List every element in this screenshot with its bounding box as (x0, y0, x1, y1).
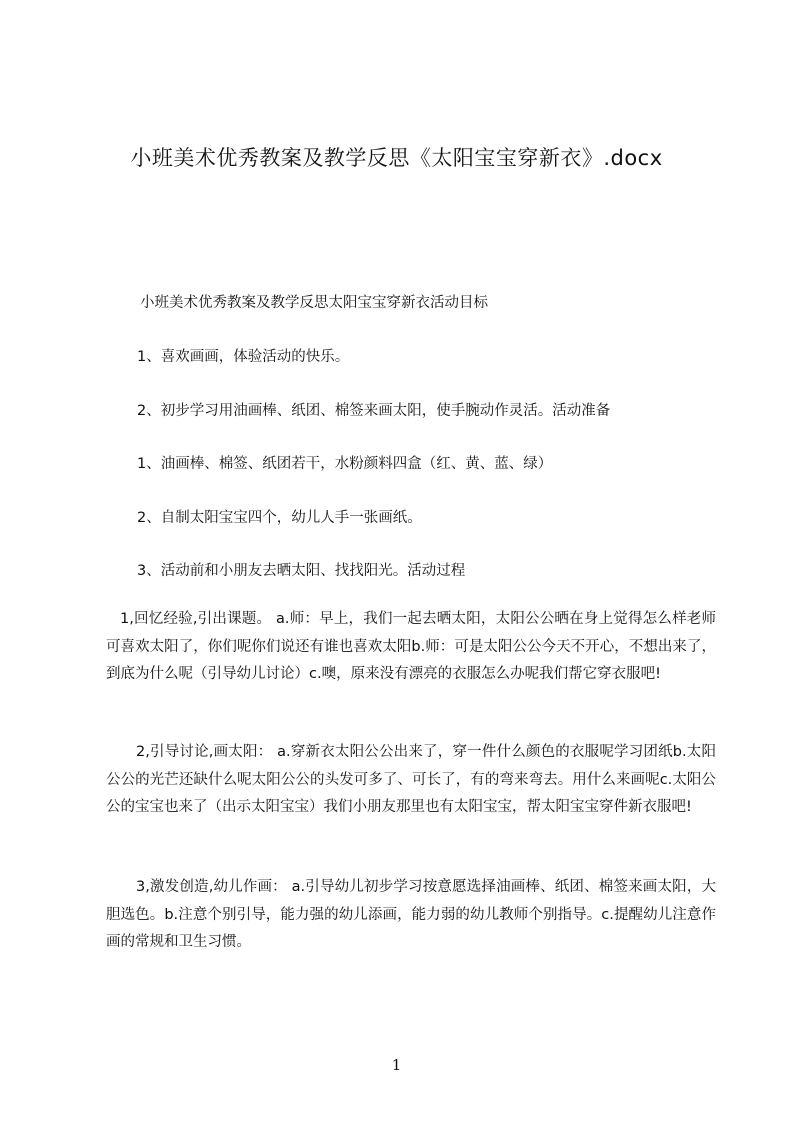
goal-2-text: 2、初步学习用油画棒、纸团、棉签来画太阳，使手腕动作灵活。活动准备 (137, 403, 611, 419)
document-title: 小班美术优秀教案及教学反思《太阳宝宝穿新衣》.docx (130, 146, 663, 170)
preparation-3-text: 3、活动前和小朋友去晒太阳、找找阳光。活动过程 (137, 563, 466, 579)
process-step-3-paragraph: 3,激发创造,幼儿作画： a.引导幼儿初步学习按意愿选择油画棒、纸团、棉签来画太阳，大胆选色。b.注意个别引导，能力强的幼儿添画，能力弱的幼儿教师个别指导。c.提醒幼儿注意作画的常规和卫生习惯。 (106, 879, 716, 950)
activity-goals-heading: 小班美术优秀教案及教学反思太阳宝宝穿新衣活动目标 (140, 295, 488, 311)
preparation-1-text: 1、油画棒、棉签、纸团若干，水粉颜料四盒（红、黄、蓝、绿） (137, 456, 553, 472)
page-number: 1 (391, 1056, 402, 1074)
goal-1-text: 1、喜欢画画，体验活动的快乐。 (137, 349, 350, 365)
process-step-1-paragraph: 1,回忆经验,引出课题。 a.师：早上，我们一起去晒太阳，太阳公公晒在身上觉得怎么样老师可喜欢太阳了，你们呢你们说还有谁也喜欢太阳b.师：可是太阳公公今天不开心，不想出来了，到底为什么呢（引导幼儿讨论）c.噢，原来没有漂亮的衣服怎么办呢我们帮它穿衣服吧! (106, 611, 716, 682)
process-step-2-paragraph: 2,引导讨论,画太阳： a.穿新衣太阳公公出来了，穿一件什么颜色的衣服呢学习团纸b.太阳公公的光芒还缺什么呢太阳公公的头发可多了、可长了，有的弯来弯去。用什么来画呢c.太阳公公的宝宝也来了（出示太阳宝宝）我们小朋友那里也有太阳宝宝，帮太阳宝宝穿件新衣服吧! (106, 744, 716, 815)
preparation-2-text: 2、自制太阳宝宝四个，幼儿人手一张画纸。 (137, 510, 422, 526)
